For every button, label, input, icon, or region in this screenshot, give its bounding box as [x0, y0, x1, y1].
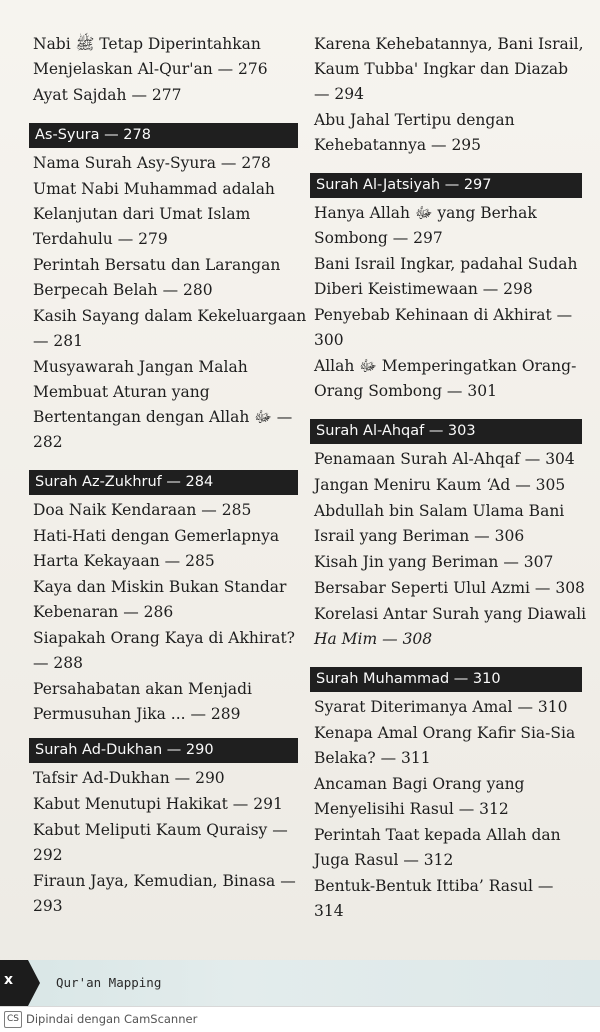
toc-line: Bersabar Seperti Ulul Azmi — 308 — [314, 579, 585, 597]
toc-entry[interactable] — [33, 524, 298, 574]
toc-line: Siapakah Orang Kaya di Akhirat? — [33, 629, 295, 647]
toc-line: Kaum Tubba' Ingkar dan Diazab — [314, 60, 569, 78]
toc-entry[interactable] — [314, 354, 582, 404]
toc-line: Hati-Hati dengan Gemerlapnya — [33, 527, 280, 545]
toc-entry[interactable] — [314, 695, 582, 720]
toc-line: Kebenaran — 286 — [33, 603, 174, 621]
toc-entry[interactable] — [33, 304, 307, 354]
toc-line: Nama Surah Asy-Syura — 278 — [33, 154, 271, 172]
toc-entry[interactable] — [314, 721, 582, 771]
toc-line: Musyawarah Jangan Malah — [33, 358, 248, 376]
toc-line: Terdahulu — 279 — [33, 230, 168, 248]
toc-entry[interactable] — [33, 869, 298, 919]
toc-line: Membuat Aturan yang — [33, 383, 210, 401]
toc-entry[interactable] — [33, 766, 298, 791]
toc-line: 314 — [314, 902, 344, 920]
right-column — [314, 32, 587, 925]
toc-line: Umat Nabi Muhammad adalah — [33, 180, 275, 198]
toc-entry[interactable] — [314, 499, 582, 549]
toc-line: Sombong — 297 — [314, 229, 443, 247]
toc-line: Kaya dan Miskin Bukan Standar — [33, 578, 287, 596]
toc-entry[interactable] — [33, 498, 298, 523]
page-footer — [0, 960, 600, 1006]
toc-entry[interactable] — [314, 201, 582, 251]
toc-entry[interactable] — [314, 108, 582, 158]
toc-line: Menyelisihi Rasul — 312 — [314, 800, 509, 818]
toc-entry[interactable] — [33, 177, 298, 252]
toc-line: Doa Naik Kendaraan — 285 — [33, 501, 252, 519]
toc-line: Hanya Allah ﷻ yang Berhak — [314, 204, 537, 222]
toc-line: Perintah Bersatu dan Larangan — [33, 256, 281, 274]
toc-entry[interactable] — [33, 626, 298, 676]
book-title: Qur'an Mapping — [56, 975, 162, 990]
toc-line: — 288 — [33, 654, 84, 672]
toc-entry[interactable] — [314, 550, 582, 575]
toc-entry[interactable] — [33, 818, 298, 868]
section-header-as-syura: As-Syura — 278 — [29, 123, 298, 148]
toc-entry[interactable] — [314, 874, 582, 924]
toc-line: Belaka? — 311 — [314, 749, 431, 767]
left-column — [33, 32, 307, 920]
toc-line: Kelanjutan dari Umat Islam — [33, 205, 251, 223]
toc-line: — 294 — [314, 85, 365, 103]
toc-line: Kabut Meliputi Kaum Quraisy — — [33, 821, 288, 839]
section-header-ad-dukhan: Surah Ad-Dukhan — 290 — [29, 738, 298, 763]
toc-entry[interactable] — [33, 792, 298, 817]
toc-line: Harta Kekayaan — 285 — [33, 552, 215, 570]
toc-line: Bani Israil Ingkar, padahal Sudah — [314, 255, 578, 273]
toc-line: Ayat Sajdah — 277 — [33, 86, 182, 104]
toc-entry[interactable] — [314, 473, 582, 498]
toc-line: Kenapa Amal Orang Kafir Sia-Sia — [314, 724, 576, 742]
toc-line: Orang Sombong — 301 — [314, 382, 497, 400]
toc-line: Penyebab Kehinaan di Akhirat — — [314, 306, 573, 324]
toc-entry[interactable] — [314, 576, 585, 601]
toc-entry[interactable] — [33, 253, 298, 303]
toc-entry[interactable] — [314, 772, 582, 822]
camscanner-logo-icon: CS — [4, 1011, 22, 1028]
toc-entry[interactable] — [33, 83, 298, 108]
toc-entry[interactable] — [314, 252, 582, 302]
toc-entry[interactable] — [33, 151, 298, 176]
toc-line: Berpecah Belah — 280 — [33, 281, 213, 299]
toc-line: Korelasi Antar Surah yang Diawali — [314, 605, 587, 623]
section-header-al-ahqaf: Surah Al-Ahqaf — 303 — [310, 419, 582, 444]
toc-line: Ha Mim — 308 — [314, 630, 433, 648]
toc-line: Menjelaskan Al-Qur'an — 276 — [33, 60, 268, 78]
toc-line: Allah ﷻ Memperingatkan Orang- — [314, 357, 577, 375]
scanner-watermark-bar — [0, 1006, 600, 1032]
toc-entry[interactable] — [33, 575, 298, 625]
toc-entry[interactable] — [314, 32, 582, 107]
toc-line: Penamaan Surah Al-Ahqaf — 304 — [314, 450, 575, 468]
section-header-az-zukhruf: Surah Az-Zukhruf — 284 — [29, 470, 298, 495]
toc-line: Firaun Jaya, Kemudian, Binasa — — [33, 872, 296, 890]
toc-line: Ancaman Bagi Orang yang — [314, 775, 525, 793]
section-header-al-jatsiyah: Surah Al-Jatsiyah — 297 — [310, 173, 582, 198]
toc-line: Nabi ﷺ Tetap Diperintahkan — [33, 35, 261, 53]
toc-line: Jangan Meniru Kaum ‘Ad — 305 — [314, 476, 566, 494]
toc-entry[interactable] — [314, 303, 582, 353]
toc-line: Tafsir Ad-Dukhan — 290 — [33, 769, 225, 787]
toc-line: 293 — [33, 897, 63, 915]
toc-line: 300 — [314, 331, 344, 349]
toc-entry[interactable] — [314, 823, 582, 873]
page-number: x — [4, 972, 14, 988]
toc-line: Permusuhan Jika ... — 289 — [33, 705, 241, 723]
toc-line: Perintah Taat kepada Allah dan — [314, 826, 561, 844]
toc-line: Diberi Keistimewaan — 298 — [314, 280, 533, 298]
toc-line: Karena Kehebatannya, Bani Israil, — [314, 35, 584, 53]
toc-line: Kehebatannya — 295 — [314, 136, 482, 154]
toc-line: Abdullah bin Salam Ulama Bani — [314, 502, 565, 520]
toc-line: Persahabatan akan Menjadi — [33, 680, 253, 698]
toc-entry[interactable] — [314, 447, 582, 472]
toc-line: Israil yang Beriman — 306 — [314, 527, 525, 545]
toc-line: Juga Rasul — 312 — [314, 851, 454, 869]
toc-line: Kisah Jin yang Beriman — 307 — [314, 553, 554, 571]
toc-line: Syarat Diterimanya Amal — 310 — [314, 698, 568, 716]
toc-line: Bentuk-Bentuk Ittiba’ Rasul — — [314, 877, 554, 895]
scanner-label: Dipindai dengan CamScanner — [26, 1012, 198, 1026]
toc-entry[interactable] — [314, 602, 587, 652]
toc-line: Kabut Menutupi Hakikat — 291 — [33, 795, 283, 813]
toc-line: 292 — [33, 846, 63, 864]
toc-line: — 281 — [33, 332, 84, 350]
toc-line: Abu Jahal Tertipu dengan — [314, 111, 515, 129]
toc-line: Kasih Sayang dalam Kekeluargaan — [33, 307, 307, 325]
toc-entry[interactable] — [33, 355, 298, 455]
section-header-muhammad: Surah Muhammad — 310 — [310, 667, 582, 692]
toc-entry-intro-left[interactable] — [33, 32, 298, 82]
toc-line: 282 — [33, 433, 63, 451]
toc-line: Bertentangan dengan Allah ﷻ — — [33, 408, 293, 426]
toc-entry[interactable] — [33, 677, 298, 727]
